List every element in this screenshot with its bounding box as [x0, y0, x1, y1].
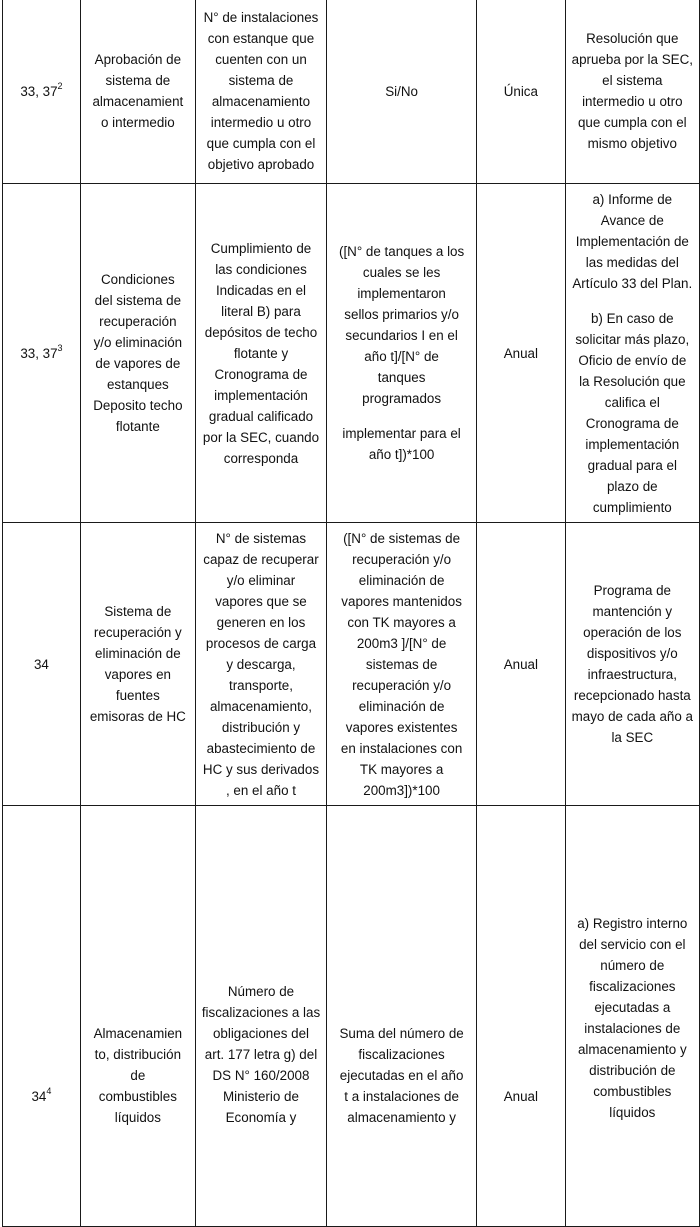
text-line: Cumplimiento de	[210, 240, 312, 256]
text-line: Suma del número de	[339, 1025, 464, 1041]
text-line: TK mayores a	[359, 761, 444, 777]
text-line: b) En caso de	[590, 310, 674, 326]
text-line: Avance de	[600, 212, 664, 228]
text-line: califica el	[604, 394, 660, 410]
formula-part-b	[333, 423, 470, 465]
text-line: vapores en	[104, 667, 171, 682]
text-line: Resolución que	[586, 31, 679, 46]
text-line: del servicio con el	[579, 937, 686, 952]
text-line: Sistema de	[104, 604, 172, 619]
text-line: programados	[362, 391, 442, 406]
text-line: cuales se les	[362, 265, 441, 280]
measure-name-cell	[80, 523, 195, 806]
article-cell: $34^4$	[3, 806, 81, 1227]
text-line: estanques	[106, 377, 169, 392]
text-line: Almacenamien	[93, 1025, 183, 1041]
text-line: la SEC	[611, 730, 654, 745]
article-cell: 33, $37^3$	[3, 184, 81, 523]
article-cell: 34	[3, 523, 81, 806]
text-line: y/o eliminar	[226, 572, 296, 588]
text-line: 200m3])*100	[363, 782, 440, 798]
text-line: Oficio de envío de	[578, 352, 687, 368]
text-line: , en el año t	[225, 782, 296, 798]
text-line: Número de	[227, 983, 295, 999]
text-line: instalaciones de	[584, 1021, 681, 1036]
text-line: operación de los	[583, 625, 682, 640]
text-line: recepcionado hasta	[573, 688, 691, 703]
text-line: año t])*100	[368, 447, 435, 462]
text-line: flotante y	[233, 345, 289, 361]
text-line: de vapores de	[95, 356, 181, 371]
table-row	[3, 806, 700, 1227]
text-line: vapores mantenidos	[341, 593, 462, 609]
text-line: implementación	[214, 387, 308, 403]
verification-item-b	[572, 308, 693, 518]
text-line: infraestructura,	[587, 667, 677, 682]
text-line: o intermedio	[101, 115, 175, 130]
table-row	[3, 0, 700, 184]
text-line: sistemas de	[365, 656, 438, 672]
text-line: cumplimiento	[592, 499, 672, 515]
text-line: Cronograma de	[585, 415, 679, 431]
text-line: obligaciones del	[212, 1025, 309, 1041]
measure-name-cell	[80, 806, 195, 1227]
text-line: art. 177 letra g) del	[204, 1046, 318, 1062]
text-line: el sistema	[602, 73, 663, 88]
text-line: en instalaciones con	[340, 740, 463, 756]
text-line: literal B) para	[221, 303, 301, 319]
text-line: dispositivos y/o	[586, 646, 678, 661]
text-line: con TK mayores a	[347, 614, 456, 630]
text-line: almacenamiento y	[577, 1042, 687, 1057]
text-line: vapores que se	[215, 593, 307, 609]
text-line: transporte,	[228, 677, 293, 693]
text-line: procesos de carga	[205, 635, 317, 651]
text-line: depósitos de techo	[204, 324, 318, 340]
text-line: to, distribución	[94, 1046, 182, 1062]
text-line: implementar para el	[342, 426, 461, 441]
text-line: que cumpla con el	[577, 115, 687, 130]
text-line: recuperación y/o	[352, 551, 452, 567]
verification-cell	[565, 184, 699, 523]
text-line: líquidos	[609, 1105, 656, 1120]
text-line: intermedio u otro	[210, 115, 312, 130]
text-line: la Resolución que	[579, 373, 686, 389]
text-line: abastecimiento de	[206, 740, 316, 756]
text-line: combustibles	[98, 1088, 177, 1104]
text-line: las condiciones	[215, 261, 307, 277]
indicator-cell	[195, 184, 326, 523]
frequency-cell: Anual	[477, 806, 566, 1227]
text-line: a) Registro interno	[577, 916, 688, 931]
text-line: implementaron	[357, 286, 446, 301]
text-line: sistema de	[105, 73, 171, 88]
text-line: vapores existentes	[345, 719, 458, 735]
text-line: Implementación de	[575, 233, 689, 249]
text-line: ejecutadas en el año	[339, 1067, 464, 1083]
text-line: almacenamiento,	[209, 698, 312, 714]
text-line: almacenamiento y	[347, 1109, 456, 1125]
indicator-cell	[195, 0, 326, 184]
measures-table	[2, 0, 700, 1227]
text-line: Indicadas en el	[215, 282, 307, 298]
text-line: fiscalizaciones	[589, 979, 676, 994]
text-line: combustibles	[593, 1084, 672, 1099]
text-line: eliminación de	[95, 646, 181, 661]
text-line: ([N° de tanques a los	[339, 244, 465, 259]
text-line: secundarios I en el	[345, 328, 458, 343]
text-line: almacenamient	[92, 94, 184, 109]
text-line: de	[130, 1067, 146, 1083]
formula-cell	[327, 184, 477, 523]
text-line: eliminación de	[358, 572, 445, 588]
text-line: fuentes	[115, 688, 160, 703]
text-line: cuenten con un	[215, 52, 307, 67]
text-line: ejecutadas a	[594, 1000, 671, 1015]
text-line: aprueba por la SEC,	[571, 52, 693, 67]
text-line: Condiciones	[101, 272, 175, 287]
text-line: fiscalizaciones a las	[201, 1004, 321, 1020]
indicator-cell	[195, 806, 326, 1227]
text-line: implementación	[585, 436, 680, 452]
text-line: generen en los	[216, 614, 306, 630]
text-line: y descarga,	[226, 656, 296, 672]
text-line: mismo objetivo	[587, 136, 677, 151]
formula-part-a	[333, 241, 470, 409]
text-line: distribución y	[221, 719, 301, 735]
text-line: intermedio u otro	[582, 94, 683, 109]
text-line: gradual calificado	[208, 408, 314, 424]
formula-cell	[327, 0, 477, 184]
text-line: gradual para el	[587, 457, 677, 473]
text-line: almacenamiento	[211, 94, 311, 109]
text-line: distribución de	[589, 1063, 676, 1078]
text-line: recuperación y	[93, 625, 182, 640]
frequency-cell: Única	[477, 0, 566, 184]
text-line: Ministerio de	[223, 1088, 299, 1104]
text-line: sellos primarios y/o	[344, 307, 459, 322]
text-line: 200m3 ]/[N° de	[356, 635, 447, 651]
text-line: del sistema de	[94, 293, 182, 308]
text-line: HC y sus derivados	[202, 761, 320, 777]
text-line: eliminación de	[358, 698, 445, 714]
text-line: Deposito techo	[93, 398, 183, 413]
text-line: sistema de	[228, 73, 294, 88]
text-line: que cumpla con el	[206, 136, 316, 151]
frequency-cell: Anual	[477, 184, 566, 523]
text-line: tanques	[377, 370, 426, 385]
formula-cell	[327, 806, 477, 1227]
text-line: flotante	[115, 419, 160, 434]
text-line: N° de sistemas	[215, 530, 307, 546]
text-line: solicitar más plazo,	[575, 331, 690, 347]
text-line: t a instalaciones de	[344, 1088, 459, 1104]
text-line: recuperación y/o	[352, 677, 452, 693]
text-line: plazo de	[606, 478, 658, 494]
text-line: por la SEC, cuando	[202, 429, 320, 445]
measure-name-cell	[80, 0, 195, 184]
text-line: las medidas del	[585, 254, 679, 270]
text-line: objetivo aprobado	[207, 157, 315, 172]
text-line: corresponda	[223, 450, 299, 466]
text-line: capaz de recuperar	[203, 551, 319, 567]
verification-item-a	[572, 189, 693, 294]
text-line: fiscalizaciones	[358, 1046, 445, 1062]
formula-cell	[327, 523, 477, 806]
text-line: mayo de cada año a	[571, 709, 693, 724]
text-line: año t]/[N° de	[364, 349, 439, 364]
text-line: emisoras de HC	[89, 709, 186, 724]
text-line: recuperación	[99, 314, 177, 329]
text-line: Aprobación de	[94, 52, 182, 67]
text-line: Cronograma de	[214, 366, 308, 382]
text-line: mantención y	[592, 604, 673, 619]
text-line: N° de instalaciones	[203, 10, 319, 25]
verification-cell	[565, 0, 699, 184]
text-line: número de	[600, 958, 665, 973]
verification-cell	[565, 523, 699, 806]
text-line: ([N° de sistemas de	[343, 530, 461, 546]
text-line: y/o eliminación	[93, 335, 183, 350]
text-line: a) Informe de	[592, 191, 673, 207]
text-line: Economía y	[225, 1109, 297, 1125]
table-row	[3, 184, 700, 523]
frequency-cell: Anual	[477, 523, 566, 806]
text-line: DS N° 160/2008	[212, 1067, 310, 1083]
text-line: con estanque que	[207, 31, 315, 46]
table-row	[3, 523, 700, 806]
measure-name-cell	[80, 184, 195, 523]
article-cell: 33, $37^2$	[3, 0, 81, 184]
text-line: Programa de	[593, 583, 672, 598]
text-line: Si/No	[385, 83, 418, 99]
verification-cell	[565, 806, 699, 1227]
indicator-cell	[195, 523, 326, 806]
text-line: líquidos	[114, 1109, 161, 1125]
text-line: Artículo 33 del Plan.	[572, 275, 693, 291]
